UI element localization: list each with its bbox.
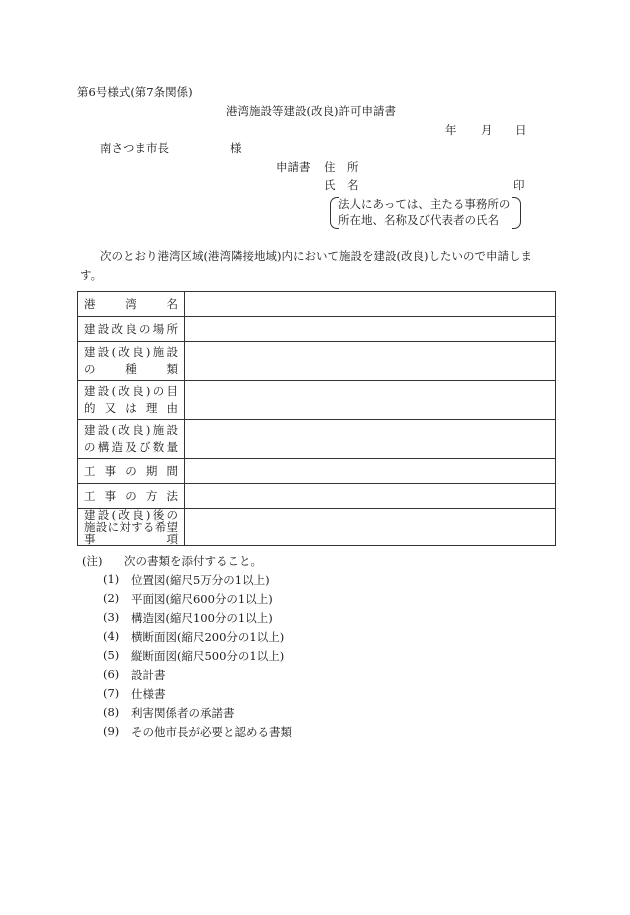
table-row — [78, 459, 556, 484]
notes-intro: 次の書類を添付すること。 — [124, 554, 262, 568]
table-row — [78, 509, 556, 546]
table-row — [78, 420, 556, 459]
row-value-period[interactable] — [185, 459, 556, 484]
row-label-period: 工事の期間 — [78, 459, 185, 484]
list-item: (8) 利害関係者の承諾書 — [103, 705, 235, 720]
table-row — [78, 342, 556, 381]
row-label-structure: 建設(改良)施設 の構造及び数量 — [78, 420, 185, 459]
row-label-method: 工事の方法 — [78, 484, 185, 509]
body-text-line1: 次のとおり港湾区域(港湾隣接地域)内において施設を建設(改良)したいので申請しま — [100, 249, 532, 263]
application-table — [77, 291, 556, 546]
date-day: 日 — [515, 123, 527, 137]
body-text-line2: す。 — [80, 268, 103, 282]
row-value-location[interactable] — [185, 317, 556, 342]
notes-header — [82, 553, 292, 572]
address-label: 住 所 — [324, 160, 359, 174]
row-label-location: 建設改良の場所 — [78, 317, 185, 342]
document-title: 港湾施設等建設(改良)許可申請書 — [226, 104, 396, 118]
row-value-structure[interactable] — [185, 420, 556, 459]
list-item: (2) 平面図(縮尺600分の1以上) — [103, 591, 273, 606]
list-item: (1) 位置図(縮尺5万分の1以上) — [103, 572, 270, 587]
date-month: 月 — [481, 123, 493, 137]
row-value-purpose[interactable] — [185, 381, 556, 420]
row-value-method[interactable] — [185, 484, 556, 509]
corporate-note-line1: 法人にあっては、主たる事務所の — [338, 197, 511, 211]
form-number: 第6号様式(第7条関係) — [77, 85, 193, 99]
table-row — [78, 292, 556, 317]
row-value-harbor-name[interactable] — [185, 292, 556, 317]
list-item: (9) その他市長が必要と認める書類 — [103, 724, 292, 739]
row-label-purpose: 建設(改良)の目 的又は理由 — [78, 381, 185, 420]
seal-mark: 印 — [513, 178, 525, 192]
applicant-label: 申請書 — [276, 160, 311, 174]
row-value-facility-type[interactable] — [185, 342, 556, 381]
list-item: (6) 設計書 — [103, 667, 166, 682]
attachment-notes — [82, 553, 292, 743]
list-item: (5) 縦断面図(縮尺500分の1以上) — [103, 648, 285, 663]
addressee-honorific: 様 — [230, 141, 242, 155]
notes-label: (注) — [82, 554, 103, 568]
note-brace-right — [512, 197, 521, 229]
date-year: 年 — [445, 123, 457, 137]
row-label-harbor-name: 港湾名 — [78, 292, 185, 317]
addressee-name: 南さつま市長 — [100, 141, 169, 155]
table-row — [78, 317, 556, 342]
table-row — [78, 484, 556, 509]
row-value-requests[interactable] — [185, 509, 556, 546]
name-label: 氏 名 — [324, 178, 359, 192]
corporate-note-line2: 所在地、名称及び代表者の氏名 — [338, 213, 499, 227]
row-label-requests: 建設(改良)後の 施設に対する希望 事項 — [78, 509, 185, 546]
list-item: (3) 構造図(縮尺100分の1以上) — [103, 610, 273, 625]
list-item: (7) 仕様書 — [103, 686, 166, 701]
row-label-facility-type: 建設(改良)施設 の種類 — [78, 342, 185, 381]
list-item: (4) 横断面図(縮尺200分の1以上) — [103, 629, 285, 644]
table-row — [78, 381, 556, 420]
